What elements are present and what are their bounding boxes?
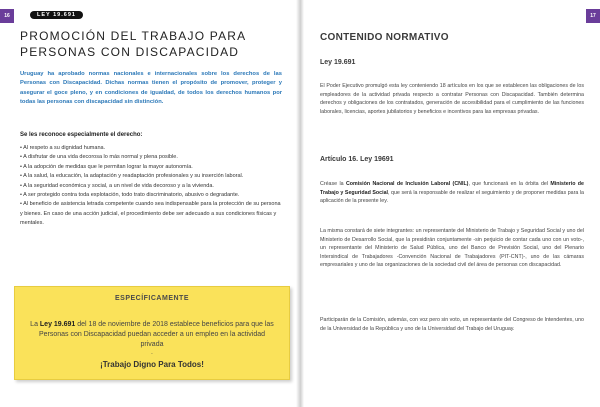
callout-heading: ESPECÍFICAMENTE [114,295,189,302]
law-label: LEY 19.691 [30,11,83,19]
list-item: • Al beneficio de asistencia letrada competente cuando sea indispensable para la protección de su persona y bienes. En caso de una acción judicial, el procedimiento debe ser adecuado a sus condiciones físicas y mentales. [20,201,281,227]
callout-slogan: ¡Trabajo Digno Para Todos! [100,360,204,369]
list-item: • A la seguridad económica y social, a un nivel de vida decoroso y a la vivienda. [20,182,214,189]
callout-box [14,286,290,380]
right-page [300,0,600,407]
callout-dot: . [151,350,153,356]
callout-body-pre: La [30,321,40,328]
p1-post: , que será la responsable de realizar el seguimiento y de proponer medidas para la aplicación de la presente ley. [320,189,584,205]
list-item: • A ser protegido contra toda explotación, todo trato discriminatorio, abusivo o degradante. [20,192,240,199]
section-heading-law: Ley 19.691 [320,59,356,66]
list-item: • A la adopción de medidas que le permitan lograr la mayor autonomía. [20,163,193,170]
p1-mid: , que funcionará en la órbita del [468,181,551,187]
p1-pre: Créase la [320,181,346,187]
rights-heading: Se les reconoce especialmente el derecho: [20,132,143,138]
page-number-right: 17 [586,9,600,23]
list-item: • A disfrutar de una vida decorosa lo más normal y plena posible. [20,154,178,161]
intro-paragraph: Uruguay ha aprobado normas nacionales e internacionales sobre los derechos de las Personas con Discapacidad. Dichas normas tienen el propósito de promover, proteger y asegurar el goce pleno, y en condiciones de igualdad, de todos los derechos humanos por todas las personas con discapacidad sin distinción. [20,71,282,106]
page-title-right: CONTENIDO NORMATIVO [320,32,449,43]
rights-list [20,144,282,229]
callout-law-bold: Ley 19.691 [39,321,76,328]
p1-bold-ministry: Ministerio de Trabajo y Seguridad Social [320,181,584,196]
article-paragraph-1 [320,180,584,206]
book-gutter [296,0,304,407]
p1-bold-commission: Comisión Nacional de Inclusión Laboral (CNIL) [345,181,469,187]
page-title-left: PROMOCIÓN DEL TRABAJO PARA PERSONAS CON DISCAPACIDAD [20,29,246,59]
section-paragraph: El Poder Ejecutivo promulgó esta ley conteniendo 18 artículos en los que se establecen las obligaciones de los empleadores de la actividad privada respecto a contratar Personas con Discapacidad. También determina derechos y obligaciones de los contratados, generación de accesibilidad para el cumplimiento de las funciones laborales, licencias, aportes jubilatorios y beneficios e incentivos para las empresas privadas. [320,83,584,115]
callout-body-post: del 18 de noviembre de 2018 establece beneficios para que las Personas con Discapacidad puedan acceder a un empleo en la actividad privada [38,321,274,348]
page-number-left: 16 [0,9,14,23]
article-paragraph-3: Participarán de la Comisión, además, con voz pero sin voto, un representante del Congreso de Intendentes, uno de la Universidad de la República y uno de la Universidad del Trabajo del Uruguay. [320,317,584,332]
section-heading-article: Artículo 16. Ley 19691 [320,156,394,163]
list-item: • A la salud, la educación, la adaptación y readaptación profesionales y su inserción laboral. [20,173,244,180]
callout-body [29,320,275,350]
list-item: • Al respeto a su dignidad humana. [20,145,106,151]
article-paragraph-2: La misma constará de siete integrantes: un representante del Ministerio de Trabajo y Seguridad Social y uno del Ministerio de Desarrollo Social, que la presidirán conjuntamente -sin perjuicio de contar cada uno con un voto-, un representante del Ministerio de Salud Pública, uno del Banco de Previsión Social, uno del Plenario Intersindical de Trabajadores -Convención Nacional de Trabajadores (PIT-CNT)-, uno de las cámaras empresariales y uno de las organizaciones de la sociedad civil del área de personas con discapacidad. [320,228,584,269]
